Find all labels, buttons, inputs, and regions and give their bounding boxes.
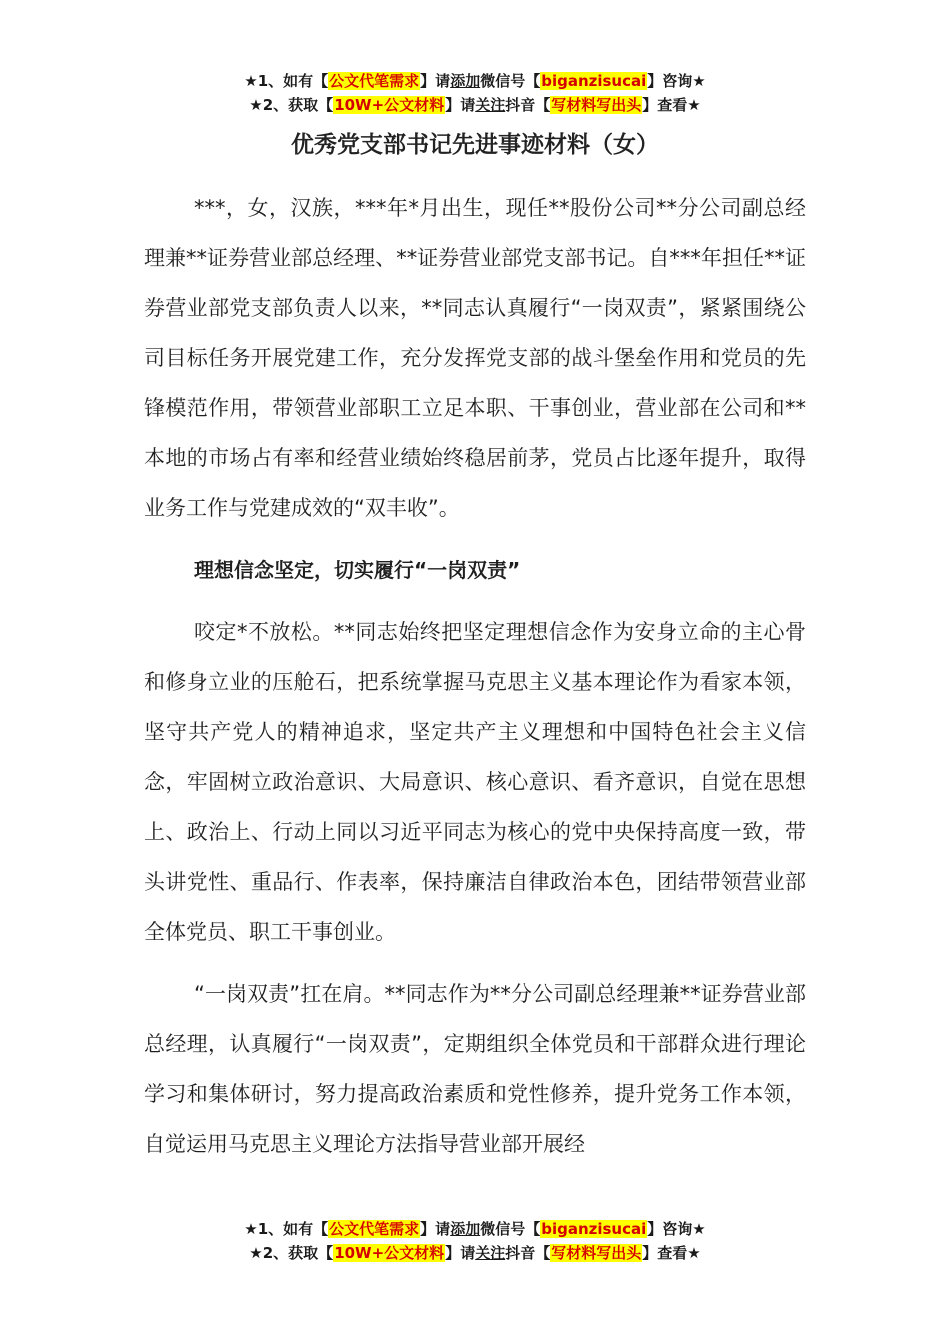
- banner-text: ★2、获取【: [249, 1244, 334, 1262]
- banner-text: ★1、如有【: [244, 1220, 329, 1238]
- section-heading: 理想信念坚定，切实履行“一岗双责”: [194, 558, 521, 582]
- banner-text: 微信号【: [480, 72, 541, 90]
- banner-text: 抖音【: [505, 96, 551, 114]
- banner-highlight: biganzisucai: [541, 72, 647, 90]
- body-paragraph: 咬定*不放松。**同志始终把坚定理想信念作为安身立命的主心骨和修身立业的压舱石，把系统掌握马克思主义基本理论作为看家本领，坚守共产党人的精神追求，坚定共产主义理想和中国特色社会主义信念，牢固树立政治意识、大局意识、核心意识、看齐意识，自觉在思想上、政治上、行动上同以习近平同志为核心的党中央保持高度一致，带头讲党性、重品行、作表率，保持廉洁自律政治本色，团结带领营业部全体党员、职工干事创业。: [144, 620, 806, 944]
- banner-highlight: 10W+公文材料: [334, 1244, 445, 1262]
- banner-text: 】查看★: [642, 96, 701, 114]
- body-paragraph: “一岗双责”扛在肩。**同志作为**分公司副总经理兼**证券营业部总经理，认真履行“一岗双责”，定期组织全体党员和干部群众进行理论学习和集体研讨，努力提高政治素质和党性修养，提升党务工作本领，自觉运用马克思主义理论方法指导营业部开展经: [144, 982, 806, 1156]
- banner-highlight: biganzisucai: [541, 1220, 647, 1238]
- banner-text: 】请: [420, 1220, 451, 1238]
- banner-text: 】咨询★: [647, 1220, 706, 1238]
- banner-line-2: [0, 1241, 950, 1265]
- banner-underlined-text: 关注: [475, 96, 506, 114]
- bottom-banner: [0, 1217, 950, 1265]
- banner-text: 】查看★: [642, 1244, 701, 1262]
- banner-highlight: 公文代笔需求: [329, 72, 420, 90]
- banner-text: 】请: [420, 72, 451, 90]
- banner-highlight: 10W+公文材料: [334, 96, 445, 114]
- banner-line-2: [0, 93, 950, 117]
- banner-line-1: [0, 69, 950, 93]
- banner-highlight: 公文代笔需求: [329, 1220, 420, 1238]
- banner-highlight: 写材料写出头: [551, 96, 642, 114]
- banner-text: 抖音【: [505, 1244, 551, 1262]
- banner-text: 】咨询★: [647, 72, 706, 90]
- banner-text: ★1、如有【: [244, 72, 329, 90]
- banner-highlight: 写材料写出头: [551, 1244, 642, 1262]
- banner-underlined-text: 关注: [475, 1244, 506, 1262]
- document-title: 优秀党支部书记先进事迹材料（女）: [291, 132, 659, 158]
- top-banner: [0, 69, 950, 117]
- banner-text: 】请: [445, 96, 476, 114]
- document-body: [144, 183, 806, 1169]
- banner-text: 】请: [445, 1244, 476, 1262]
- intro-paragraph: ***，女，汉族，***年*月出生，现任**股份公司**分公司副总经理兼**证券营业部总经理、**证券营业部党支部书记。自***年担任**证券营业部党支部负责人以来，**同志认真履行“一岗双责”，紧紧围绕公司目标任务开展党建工作，充分发挥党支部的战斗堡垒作用和党员的先锋模范作用，带领营业部职工立足本职、干事创业，营业部在公司和**本地的市场占有率和经营业绩始终稳居前茅，党员占比逐年提升，取得业务工作与党建成效的“双丰收”。: [144, 196, 806, 520]
- banner-underlined-text: 添加: [450, 1220, 481, 1238]
- banner-text: 微信号【: [480, 1220, 541, 1238]
- banner-underlined-text: 添加: [450, 72, 481, 90]
- banner-line-1: [0, 1217, 950, 1241]
- banner-text: ★2、获取【: [249, 96, 334, 114]
